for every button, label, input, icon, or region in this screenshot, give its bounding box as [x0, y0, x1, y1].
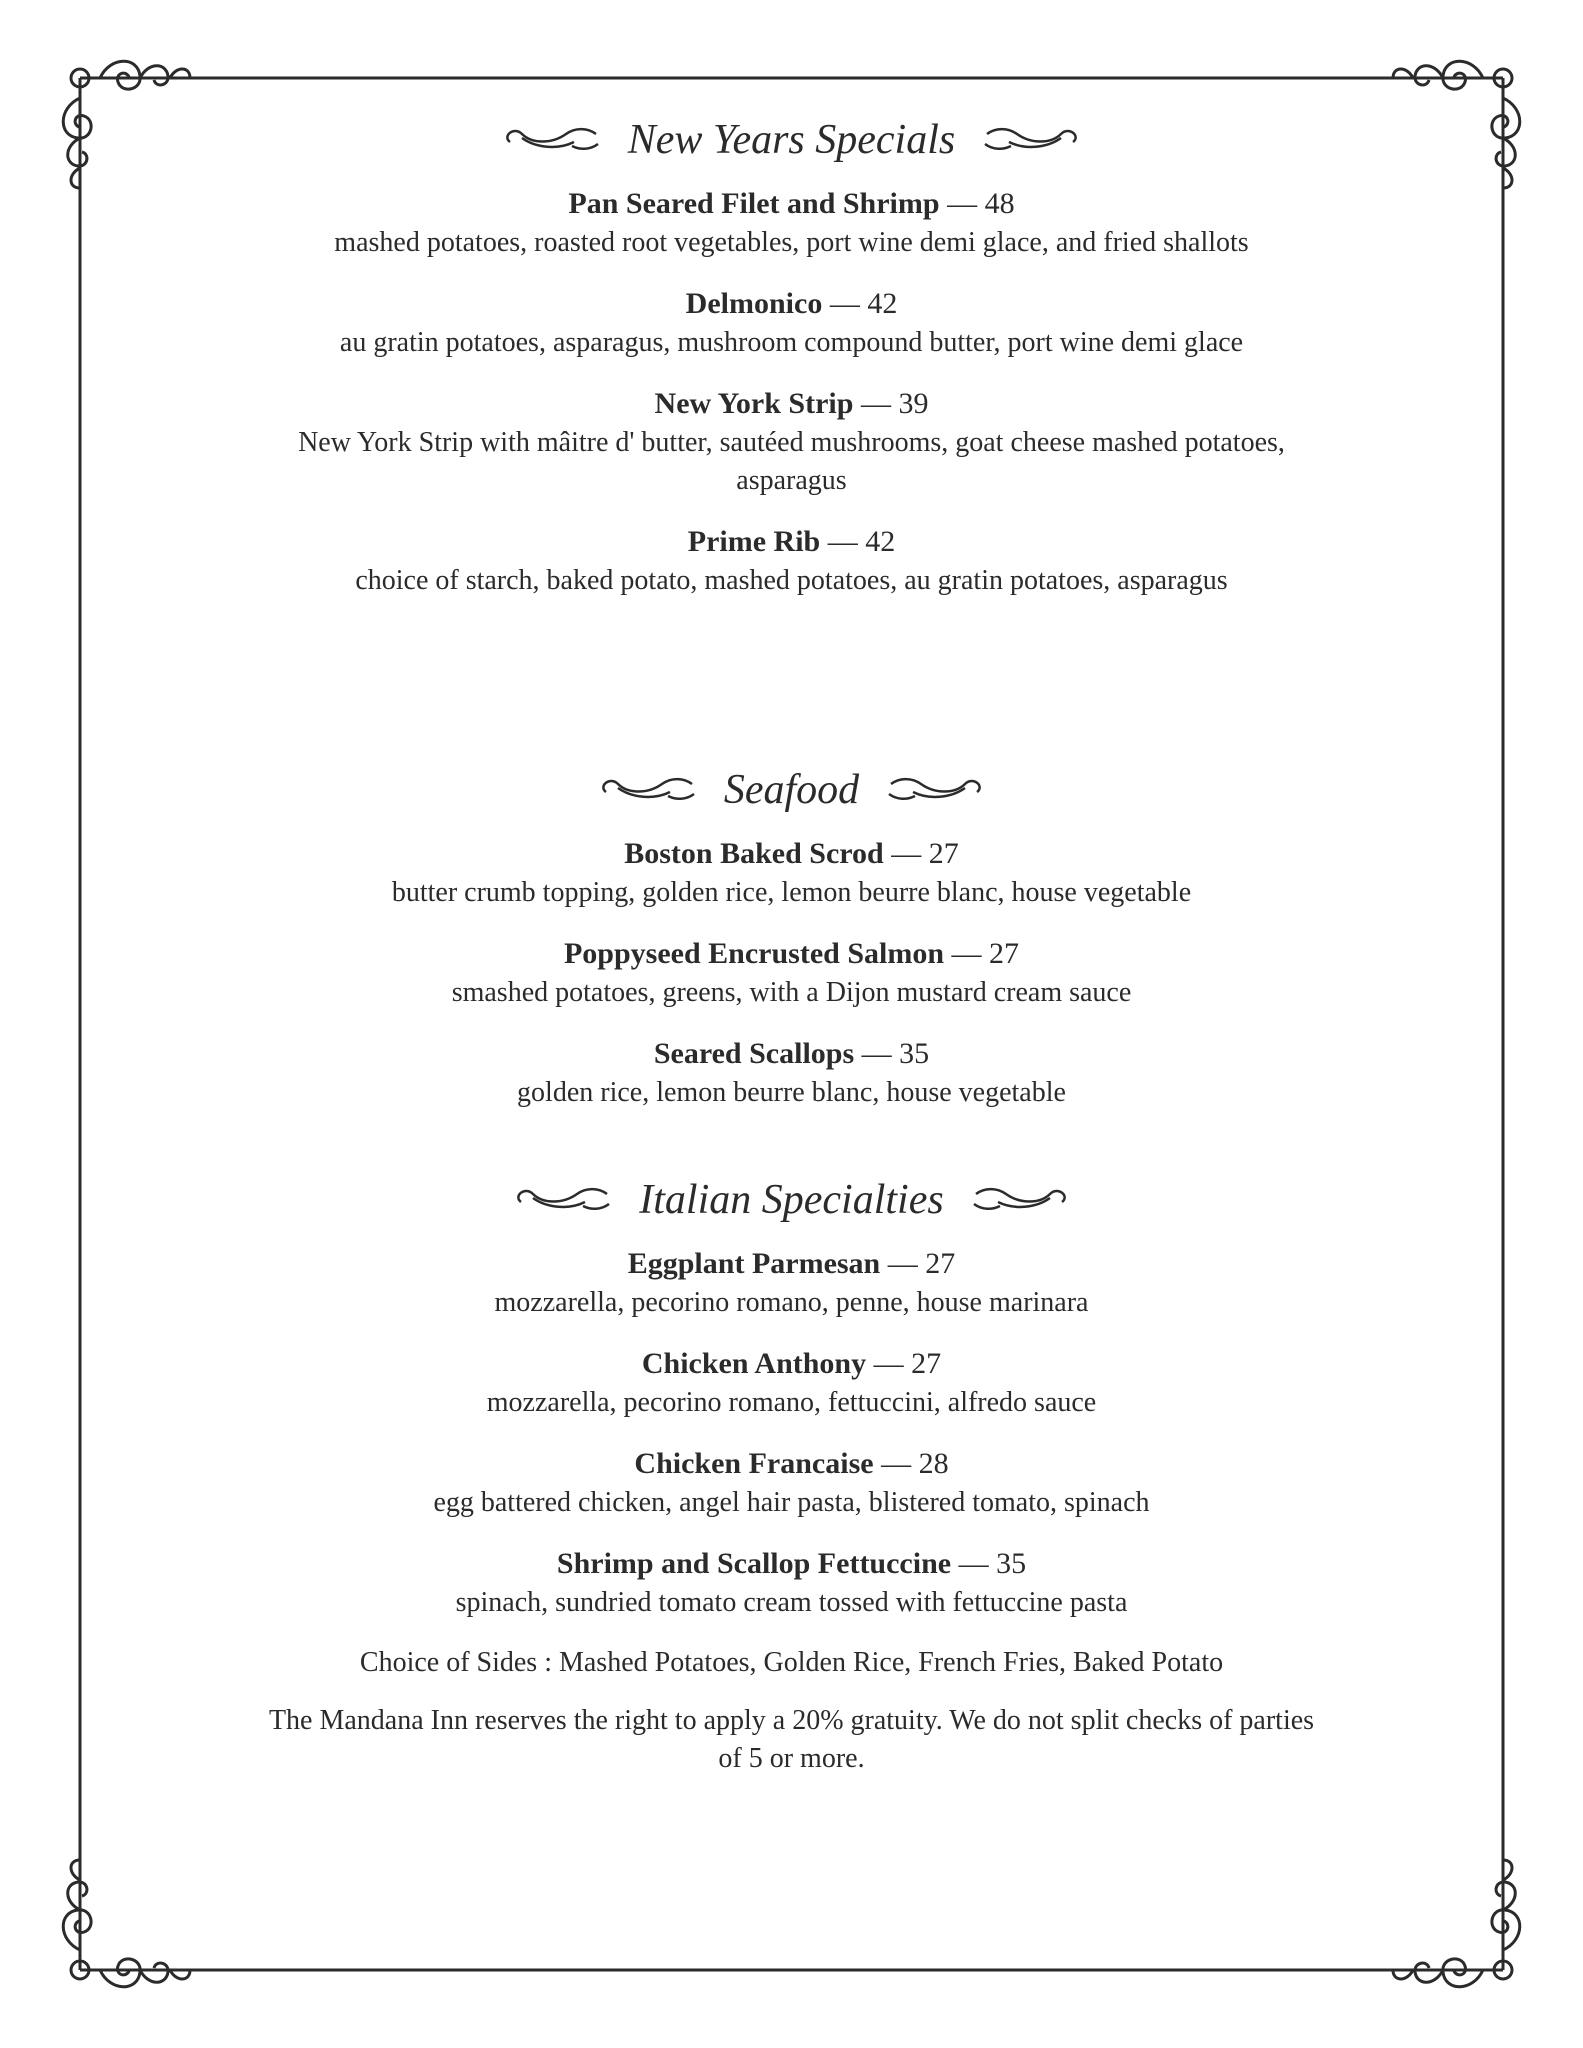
item-name: Delmonico [685, 287, 823, 320]
item-name: Boston Baked Scrod [624, 837, 884, 870]
flourish-right-icon [875, 774, 985, 806]
section-italian-specialties [200, 1170, 1383, 1622]
sides-note: Choice of Sides : Mashed Potatoes, Golden Rice, French Fries, Baked Potato [359, 1647, 1224, 1678]
item-name: Prime Rib [687, 525, 821, 558]
item-description: au gratin potatoes, asparagus, mushroom compound butter, port wine demi glace [339, 327, 1244, 358]
item-name: Chicken Anthony [641, 1347, 867, 1380]
item-price: — 27 [951, 937, 1020, 970]
section-seafood [200, 760, 1383, 1170]
item-price: — 48 [947, 187, 1015, 220]
item-description: smashed potatoes, greens, with a Dijon mustard cream sauce [451, 977, 1132, 1008]
item-description: mozzarella, pecorino romano, fettuccini, alfredo sauce [486, 1387, 1097, 1418]
item-description: New York Strip with mâitre d' butter, sautéed mushrooms, goat cheese mashed potatoes, asparagus [298, 427, 1285, 496]
menu-item [200, 284, 1383, 362]
menu-item [200, 1034, 1383, 1112]
flourish-right-icon [960, 1184, 1070, 1216]
item-description: golden rice, lemon beurre blanc, house vegetable [517, 1077, 1066, 1108]
item-name: Pan Seared Filet and Shrimp [568, 187, 940, 220]
menu-item [200, 522, 1383, 600]
item-name: Shrimp and Scallop Fettuccine [556, 1547, 952, 1580]
item-description: choice of starch, baked potato, mashed potatoes, au gratin potatoes, asparagus [355, 565, 1228, 596]
item-price: — 27 [891, 837, 959, 870]
menu-item [200, 184, 1383, 262]
flourish-left-icon [598, 774, 708, 806]
menu-item [200, 1544, 1383, 1622]
flourish-left-icon [502, 124, 612, 156]
menu-content [200, 110, 1383, 1798]
section-header [200, 1170, 1383, 1230]
section-title: Italian Specialties [639, 1177, 944, 1223]
item-price: — 27 [873, 1347, 942, 1380]
section-header [200, 110, 1383, 170]
menu-item [200, 934, 1383, 1012]
item-price: — 28 [881, 1447, 949, 1480]
menu-item [200, 1444, 1383, 1522]
item-name: Poppyseed Encrusted Salmon [563, 937, 945, 970]
gratuity-note: The Mandana Inn reserves the right to apply a 20% gratuity. We do not split checks of parties of 5 or more. [268, 1705, 1315, 1774]
menu-item [200, 834, 1383, 912]
item-description: mozzarella, pecorino romano, penne, house marinara [494, 1287, 1089, 1318]
item-price: — 35 [861, 1037, 930, 1070]
item-price: — 42 [829, 287, 898, 320]
section-header [200, 760, 1383, 820]
item-description: spinach, sundried tomato cream tossed with fettuccine pasta [455, 1587, 1128, 1618]
menu-item [200, 1244, 1383, 1322]
menu-item [200, 1344, 1383, 1422]
section-title: New Years Specials [627, 117, 956, 163]
item-description: egg battered chicken, angel hair pasta, blistered tomato, spinach [433, 1487, 1150, 1518]
section-title: Seafood [723, 767, 860, 813]
item-price: — 39 [860, 387, 929, 420]
section-new-years-specials [200, 110, 1383, 760]
item-name: Chicken Francaise [634, 1447, 874, 1480]
item-price: — 27 [887, 1247, 956, 1280]
item-name: Eggplant Parmesan [627, 1247, 881, 1280]
item-description: mashed potatoes, roasted root vegetables, port wine demi glace, and fried shallots [334, 227, 1249, 258]
item-price: — 42 [827, 525, 896, 558]
flourish-left-icon [513, 1184, 623, 1216]
menu-item [200, 384, 1383, 500]
item-name: Seared Scallops [653, 1037, 855, 1070]
flourish-right-icon [971, 124, 1081, 156]
item-name: New York Strip [654, 387, 854, 420]
item-description: butter crumb topping, golden rice, lemon beurre blanc, house vegetable [391, 877, 1192, 908]
item-price: — 35 [958, 1547, 1027, 1580]
